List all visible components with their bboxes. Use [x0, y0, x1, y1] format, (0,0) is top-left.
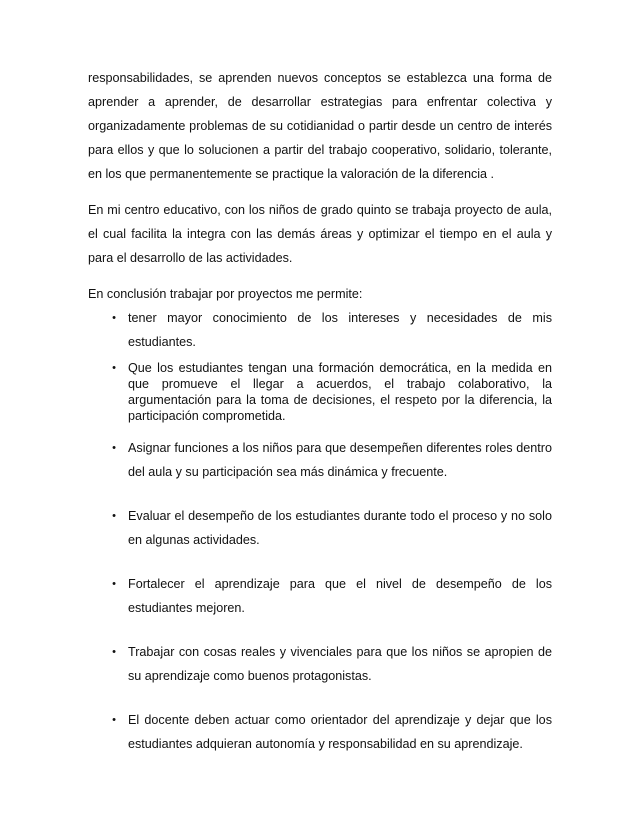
- list-item-text: Trabajar con cosas reales y vivenciales para que los niños se apropien de su aprendizaje como buenos protagonistas.: [128, 645, 552, 683]
- list-item-text: Evaluar el desempeño de los estudiantes durante todo el proceso y no solo en algunas actividades.: [128, 509, 552, 547]
- bullet-icon: •: [112, 646, 116, 658]
- bullet-icon: •: [112, 578, 116, 590]
- document-page: [88, 66, 552, 756]
- paragraph-responsabilidades: responsabilidades, se aprenden nuevos conceptos se establezca una forma de aprender a aprender, de desarrollar estrategias para enfrentar colectiva y organizadamente problemas de su cotidianidad o partir desde un centro de interés para ellos y que lo solucionen a partir del trabajo cooperativo, solidario, tolerante, en los que permanentemente se practique la valoración de la diferencia .: [88, 71, 552, 181]
- bullet-icon: •: [112, 714, 116, 726]
- list-item-text: Fortalecer el aprendizaje para que el nivel de desempeño de los estudiantes mejoren.: [128, 577, 552, 615]
- bullet-icon: •: [112, 362, 116, 374]
- list-item-text: tener mayor conocimiento de los intereses y necesidades de mis estudiantes.: [128, 311, 552, 349]
- conclusion-list: [88, 306, 552, 756]
- paragraph-centro-educativo: En mi centro educativo, con los niños de grado quinto se trabaja proyecto de aula, el cual facilita la integra con las demás áreas y optimizar el tiempo en el aula y para el desarrollo de las actividades.: [88, 203, 552, 265]
- list-item: [88, 640, 552, 688]
- list-item-text: El docente deben actuar como orientador del aprendizaje y dejar que los estudiantes adquieran autonomía y responsabilidad en su aprendizaje.: [128, 713, 552, 751]
- conclusion-intro: En conclusión trabajar por proyectos me permite:: [88, 287, 363, 301]
- list-item: [88, 306, 552, 354]
- list-item: [88, 504, 552, 552]
- list-item: [88, 360, 552, 424]
- bullet-icon: •: [112, 312, 116, 324]
- list-item: [88, 436, 552, 484]
- list-item-text: Que los estudiantes tengan una formación democrática, en la medida en que promueve el llegar a acuerdos, el trabajo colaborativo, la argumentación para la toma de decisiones, el respeto por la diferencia, la participación comprometida.: [128, 361, 552, 423]
- bullet-icon: •: [112, 510, 116, 522]
- list-item-text: Asignar funciones a los niños para que desempeñen diferentes roles dentro del aula y su participación sea más dinámica y frecuente.: [128, 441, 552, 479]
- list-item: [88, 572, 552, 620]
- bullet-icon: •: [112, 442, 116, 454]
- list-item: [88, 708, 552, 756]
